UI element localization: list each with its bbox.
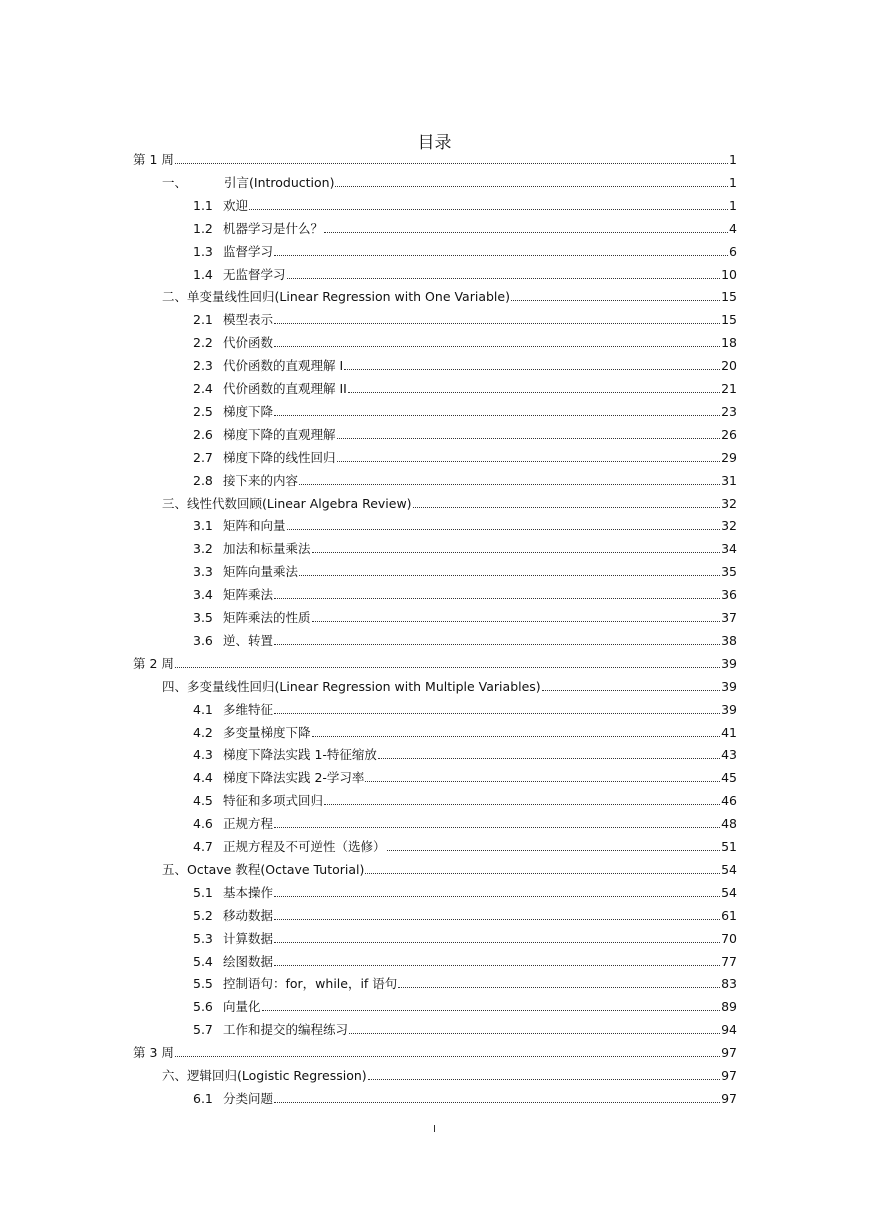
toc-page-number: 35 <box>721 564 737 580</box>
toc-section-entry[interactable] <box>193 449 737 467</box>
toc-chapter-entry[interactable] <box>162 495 737 513</box>
toc-section-entry[interactable] <box>193 220 737 238</box>
toc-entry-label <box>193 334 273 352</box>
toc-entry-label <box>193 884 273 902</box>
toc-section-entry[interactable] <box>193 563 737 581</box>
toc-entry-label <box>193 724 311 742</box>
toc-entry-label <box>193 472 298 490</box>
toc-entry-number: 3.2 <box>193 541 213 557</box>
toc-entry-number: 5.5 <box>193 976 213 992</box>
toc-section-entry[interactable] <box>193 243 737 261</box>
toc-dot-leader <box>299 574 720 576</box>
toc-entry-title: 代价函数的直观理解 II <box>222 381 347 396</box>
toc-title: 目录 <box>417 133 452 153</box>
toc-entry-title: 模型表示 <box>222 312 273 328</box>
toc-entry-label <box>193 403 273 421</box>
toc-chapter-entry[interactable] <box>162 678 737 696</box>
toc-page-number: 37 <box>721 610 737 625</box>
toc-dot-leader <box>324 803 720 805</box>
toc-section-entry[interactable] <box>193 930 737 948</box>
toc-entry-label <box>193 930 273 948</box>
toc-entry-number: 1.2 <box>193 220 213 236</box>
toc-entry-label <box>193 701 273 719</box>
toc-section-entry[interactable] <box>193 792 737 810</box>
toc-dot-leader <box>274 345 720 347</box>
toc-dot-leader <box>398 986 720 988</box>
toc-entry-label <box>193 243 273 261</box>
toc-entry-title: 移动数据 <box>222 907 273 923</box>
toc-entry-title: 梯度下降 <box>222 403 273 419</box>
toc-section-entry[interactable] <box>193 517 737 535</box>
toc-dot-leader <box>324 231 728 233</box>
toc-entry-title: 逆、转置 <box>222 632 273 648</box>
toc-entry-title: 梯度下降的线性回归 <box>222 449 336 465</box>
toc-entry-title: 代价函数的直观理解 I <box>222 358 344 374</box>
toc-dot-leader <box>511 299 720 301</box>
toc-page-number: 10 <box>721 266 737 282</box>
toc-entry-number: 1.3 <box>193 243 213 259</box>
toc-entry-label <box>193 907 273 925</box>
toc-page-number: 6 <box>729 243 737 259</box>
toc-dot-leader <box>348 391 720 393</box>
toc-entry-number: 1.1 <box>193 197 213 213</box>
toc-section-entry[interactable] <box>193 586 737 604</box>
toc-entry-title: 多维特征 <box>222 701 273 717</box>
toc-entry-label <box>193 449 336 467</box>
toc-entry-number: 2.7 <box>193 449 213 465</box>
toc-entry-label <box>193 998 261 1016</box>
toc-section-entry[interactable] <box>193 357 737 375</box>
toc-section-entry[interactable] <box>193 311 737 329</box>
toc-dot-leader <box>175 162 728 164</box>
toc-page-number: 38 <box>721 632 737 648</box>
toc-entry-title: 引言(Introduction) <box>224 174 335 190</box>
toc-entry-label <box>162 495 412 513</box>
toc-entry-label <box>193 311 273 329</box>
toc-entry-title: 监督学习 <box>222 243 273 259</box>
toc-entry-label <box>162 174 334 192</box>
toc-section-entry[interactable] <box>193 1021 737 1039</box>
toc-entry-label <box>133 655 174 673</box>
toc-entry-number: 5.2 <box>193 907 213 923</box>
toc-dot-leader <box>175 1055 720 1057</box>
toc-entry-number: 5.6 <box>193 999 213 1015</box>
toc-page-number: 41 <box>721 724 737 740</box>
toc-dot-leader <box>274 643 720 645</box>
toc-dot-leader <box>337 460 721 462</box>
toc-entry-title: 控制语句：for，while，if 语句 <box>222 976 398 992</box>
toc-entry-number: 2.1 <box>193 312 213 328</box>
toc-entry-number: 2.3 <box>193 358 213 374</box>
toc-page-number: 54 <box>721 861 737 877</box>
toc-section-entry[interactable] <box>193 884 737 902</box>
toc-entry-title: 接下来的内容 <box>222 472 298 488</box>
toc-entry-label <box>193 563 298 581</box>
toc-page-number: 97 <box>721 1068 737 1083</box>
toc-entry-label <box>193 380 347 398</box>
toc-dot-leader <box>335 185 728 187</box>
toc-dot-leader <box>274 322 720 324</box>
toc-entry-label <box>193 632 273 650</box>
toc-entry-number: 4.1 <box>193 701 213 717</box>
toc-section-entry[interactable] <box>193 975 737 993</box>
toc-entry-number: 六、 <box>162 1068 188 1083</box>
toc-page-number: 97 <box>721 1090 737 1106</box>
toc-entry-number: 3.4 <box>193 587 213 603</box>
toc-page-number: 70 <box>721 930 737 946</box>
toc-entry-title: 基本操作 <box>222 884 273 900</box>
toc-dot-leader <box>274 826 720 828</box>
toc-entry-number: 2.5 <box>193 403 213 419</box>
toc-entry-number: 2.4 <box>193 381 213 396</box>
toc-section-entry[interactable] <box>193 724 737 742</box>
toc-page-number: 97 <box>721 1045 737 1061</box>
toc-section-entry[interactable] <box>193 632 737 650</box>
toc-page-number: 83 <box>721 976 737 992</box>
toc-page-number: 29 <box>721 449 737 465</box>
toc-page-number: 46 <box>721 793 737 809</box>
toc-entry-number: 3.6 <box>193 632 213 648</box>
toc-dot-leader <box>274 254 728 256</box>
toc-entry-label <box>162 678 541 696</box>
toc-dot-leader <box>274 712 720 714</box>
toc-dot-leader <box>378 757 720 759</box>
toc-section-entry[interactable] <box>193 769 737 787</box>
toc-entry-title: 欢迎 <box>222 197 248 213</box>
toc-week-entry[interactable] <box>133 151 737 169</box>
toc-page-number: 39 <box>721 678 737 694</box>
toc-page-number: 1 <box>729 152 737 167</box>
toc-entry-label <box>193 586 273 604</box>
toc-page-number: 39 <box>721 701 737 717</box>
toc-page-number: 15 <box>721 289 737 305</box>
toc-dot-leader <box>274 964 720 966</box>
toc-entry-title: 代价函数 <box>222 335 273 351</box>
toc-entry-title: 多变量线性回归(Linear Regression with Multiple Variables) <box>187 678 541 694</box>
toc-entry-title: 多变量梯度下降 <box>222 724 311 740</box>
toc-entry-number: 1.4 <box>193 266 213 282</box>
toc-dot-leader <box>368 1078 720 1080</box>
toc-page-number: 34 <box>721 541 737 557</box>
toc-section-entry[interactable] <box>193 197 737 215</box>
toc-page-number: 26 <box>721 426 737 442</box>
toc-chapter-entry[interactable] <box>162 861 737 879</box>
toc-dot-leader <box>249 208 728 210</box>
toc-entry-number: 5.1 <box>193 884 213 900</box>
toc-section-entry[interactable] <box>193 426 737 444</box>
toc-chapter-entry[interactable] <box>162 1067 737 1085</box>
toc-dot-leader <box>349 1032 720 1034</box>
toc-entry-number: 5.3 <box>193 930 213 946</box>
toc-dot-leader <box>312 735 721 737</box>
toc-section-entry[interactable] <box>193 998 737 1016</box>
toc-entry-label <box>193 792 323 810</box>
toc-section-entry[interactable] <box>193 609 737 627</box>
toc-dot-leader <box>287 277 721 279</box>
toc-dot-leader <box>274 1101 720 1103</box>
toc-section-entry[interactable] <box>193 472 737 490</box>
toc-dot-leader <box>287 528 721 530</box>
toc-entry-title: 矩阵乘法的性质 <box>222 610 311 625</box>
toc-page-number: 77 <box>721 953 737 969</box>
toc-entry-label <box>193 746 377 764</box>
toc-entry-label <box>133 1044 174 1062</box>
toc-entry-title: 矩阵向量乘法 <box>222 564 298 580</box>
toc-entry-title: 线性代数回顾(Linear Algebra Review) <box>187 495 412 511</box>
toc-section-entry[interactable] <box>193 746 737 764</box>
toc-entry-number: 三、 <box>162 495 188 511</box>
toc-chapter-entry[interactable] <box>162 288 737 306</box>
toc-dot-leader <box>337 437 721 439</box>
toc-entry-number: 4.3 <box>193 747 213 763</box>
toc-page-number: 45 <box>721 770 737 786</box>
toc-entry-number: 第 2 周 <box>133 655 174 671</box>
toc-entry-label <box>193 975 397 993</box>
toc-dot-leader <box>365 872 720 874</box>
toc-week-entry[interactable] <box>133 655 737 673</box>
toc-section-entry[interactable] <box>193 334 737 352</box>
toc-entry-number: 2.2 <box>193 335 213 351</box>
toc-entry-label <box>193 838 386 856</box>
toc-page-number: 39 <box>721 655 737 671</box>
toc-page-number: 15 <box>721 312 737 328</box>
toc-dot-leader <box>274 597 720 599</box>
toc-entry-number: 五、 <box>162 861 188 877</box>
toc-entry-number: 第 1 周 <box>133 152 174 167</box>
toc-page-number: 54 <box>721 884 737 900</box>
toc-dot-leader <box>387 849 721 851</box>
toc-entry-title: 梯度下降的直观理解 <box>222 426 336 442</box>
toc-dot-leader <box>312 551 721 553</box>
toc-entry-title: 矩阵和向量 <box>222 518 286 534</box>
toc-page-number: 32 <box>721 518 737 534</box>
toc-entry-label <box>193 540 311 558</box>
toc-page-number: 36 <box>721 587 737 603</box>
toc-entry-title: 分类问题 <box>222 1090 273 1106</box>
toc-entry-number: 第 3 周 <box>133 1045 174 1061</box>
toc-dot-leader <box>413 506 721 508</box>
toc-section-entry[interactable] <box>193 953 737 971</box>
toc-entry-number: 二、 <box>162 289 188 305</box>
toc-dot-leader <box>274 414 720 416</box>
toc-entry-label <box>162 288 510 306</box>
toc-dot-leader <box>312 620 721 622</box>
toc-entry-number: 4.7 <box>193 839 213 854</box>
toc-entry-title: 计算数据 <box>222 930 273 946</box>
footer-page-number: I <box>433 1124 436 1135</box>
toc-page-number: 89 <box>721 999 737 1015</box>
toc-page-number: 18 <box>721 335 737 351</box>
toc-dot-leader <box>262 1009 721 1011</box>
toc-dot-leader <box>542 689 720 691</box>
toc-entry-label <box>162 1067 367 1085</box>
toc-chapter-entry[interactable] <box>162 174 737 192</box>
toc-entry-number: 4.6 <box>193 816 213 832</box>
toc-entry-label <box>193 1090 273 1108</box>
toc-entry-number: 3.1 <box>193 518 213 534</box>
toc-entry-number: 2.6 <box>193 426 213 442</box>
toc-entry-title: 单变量线性回归(Linear Regression with One Variable) <box>187 289 510 305</box>
toc-entry-title: 无监督学习 <box>222 266 286 282</box>
toc-dot-leader <box>344 368 720 370</box>
toc-entry-number: 一、 <box>162 174 188 190</box>
toc-entry-label <box>193 426 336 444</box>
toc-dot-leader <box>274 918 720 920</box>
toc-entry-title: 梯度下降法实践 2-学习率 <box>222 770 365 786</box>
toc-dot-leader <box>274 941 720 943</box>
toc-entry-label <box>193 769 364 787</box>
toc-dot-leader <box>299 483 720 485</box>
toc-section-entry[interactable] <box>193 540 737 558</box>
toc-entry-title: 正规方程 <box>222 816 273 832</box>
toc-entry-number: 5.4 <box>193 953 213 969</box>
toc-entry-label <box>193 1021 348 1039</box>
toc-entry-title: 向量化 <box>222 999 261 1015</box>
toc-section-entry[interactable] <box>193 266 737 284</box>
toc-entry-title: Octave 教程(Octave Tutorial) <box>187 861 365 877</box>
toc-entry-label <box>193 517 286 535</box>
toc-entry-number: 3.5 <box>193 610 213 625</box>
toc-dot-leader <box>175 666 720 668</box>
toc-entry-number: 3.3 <box>193 564 213 580</box>
toc-entry-number: 4.2 <box>193 724 213 740</box>
toc-section-entry[interactable] <box>193 380 737 398</box>
toc-entry-title: 特征和多项式回归 <box>222 793 323 809</box>
toc-page-number: 23 <box>721 403 737 419</box>
toc-page-number: 94 <box>721 1022 737 1038</box>
toc-entry-number: 4.5 <box>193 793 213 809</box>
toc-entry-label <box>193 953 273 971</box>
toc-page-number: 1 <box>729 197 737 213</box>
toc-entry-title: 机器学习是什么？ <box>222 220 323 236</box>
toc-page-number: 51 <box>721 839 737 854</box>
toc-section-entry[interactable] <box>193 907 737 925</box>
toc-section-entry[interactable] <box>193 838 737 856</box>
toc-week-entry[interactable] <box>133 1044 737 1062</box>
toc-page-number: 48 <box>721 816 737 832</box>
toc-entry-number: 4.4 <box>193 770 213 786</box>
toc-entry-label <box>193 220 323 238</box>
toc-section-entry[interactable] <box>193 701 737 719</box>
toc-section-entry[interactable] <box>193 1090 737 1108</box>
toc-entry-label <box>193 815 273 833</box>
toc-entry-number: 四、 <box>162 678 188 694</box>
toc-page-number: 43 <box>721 747 737 763</box>
toc-entry-number: 5.7 <box>193 1022 213 1038</box>
toc-entry-label <box>193 197 248 215</box>
toc-section-entry[interactable] <box>193 403 737 421</box>
toc-entry-title: 工作和提交的编程练习 <box>222 1022 348 1038</box>
toc-entry-label <box>133 151 174 169</box>
toc-entry-title: 绘图数据 <box>222 953 273 969</box>
toc-entry-label <box>193 357 343 375</box>
toc-page-number: 31 <box>721 472 737 488</box>
toc-entry-label <box>162 861 364 879</box>
toc-entry-title: 矩阵乘法 <box>222 587 273 603</box>
toc-page-number: 32 <box>721 495 737 511</box>
toc-page-number: 20 <box>721 358 737 374</box>
toc-page-number: 21 <box>721 381 737 396</box>
toc-dot-leader <box>365 780 720 782</box>
toc-entry-title: 逻辑回归(Logistic Regression) <box>187 1068 367 1083</box>
toc-section-entry[interactable] <box>193 815 737 833</box>
toc-entry-title: 梯度下降法实践 1-特征缩放 <box>222 747 377 763</box>
toc-entry-title: 加法和标量乘法 <box>222 541 311 557</box>
toc-dot-leader <box>274 895 720 897</box>
toc-page-number: 4 <box>729 220 737 236</box>
toc-entry-title: 正规方程及不可逆性（选修） <box>222 839 386 854</box>
toc-entry-label <box>193 266 286 284</box>
toc-entry-number: 2.8 <box>193 472 213 488</box>
toc-entry-label <box>193 609 311 627</box>
toc-entry-number: 6.1 <box>193 1090 213 1106</box>
toc-page-number: 61 <box>721 907 737 923</box>
toc-page-number: 1 <box>729 174 737 190</box>
